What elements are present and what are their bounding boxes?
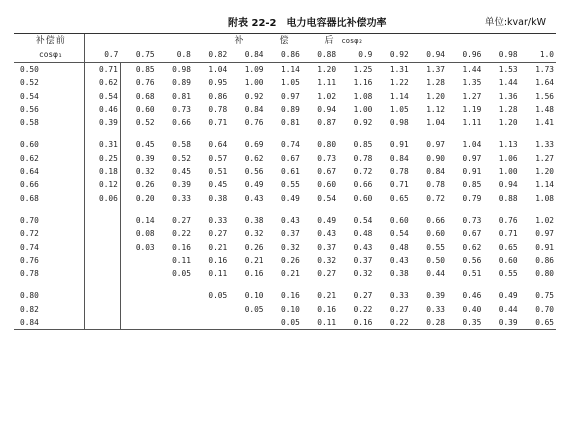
table-cell: 0.84 <box>426 167 445 177</box>
table-cell: 1.19 <box>462 104 482 114</box>
table-cell: 0.14 <box>120 214 156 227</box>
table-cell: 1.20 <box>317 65 337 74</box>
column-header: 0.82 <box>193 48 229 63</box>
table-cell: 0.62 <box>462 242 482 252</box>
table-cell: 0.33 <box>172 193 191 203</box>
table-cell <box>229 316 265 330</box>
table-cell: 0.37 <box>317 242 337 252</box>
table-cell: 1.35 <box>462 78 482 88</box>
table-cell: 0.45 <box>172 167 191 177</box>
row-label: 0.72 <box>20 229 39 239</box>
table-cell: 0.92 <box>244 91 264 101</box>
table-cell <box>84 316 120 330</box>
table-cell: 0.72 <box>426 193 445 203</box>
table-cell: 0.98 <box>172 65 191 74</box>
table-cell: 0.72 <box>353 167 373 177</box>
table-cell: 0.10 <box>281 304 300 314</box>
table-cell <box>120 254 156 267</box>
table-cell: 0.49 <box>498 291 518 301</box>
table-cell: 0.60 <box>120 103 156 116</box>
table-cell: 1.04 <box>208 65 228 74</box>
table-cell: 0.97 <box>462 153 482 163</box>
row-label: 0.74 <box>20 242 39 252</box>
table-cell: 0.16 <box>338 316 374 330</box>
table-cell: 1.00 <box>353 104 373 114</box>
column-header: 0.75 <box>120 48 156 63</box>
table-cell: 0.73 <box>317 153 337 163</box>
table-cell: 0.55 <box>426 242 445 252</box>
after-sub: cosφ₂ <box>341 37 363 45</box>
table-cell: 0.32 <box>353 269 373 279</box>
table-cell: 0.44 <box>498 304 518 314</box>
row-label: 0.68 <box>20 193 39 203</box>
table-cell: 0.76 <box>120 76 156 89</box>
after-char-1: 补 <box>234 36 244 46</box>
table-cell: 1.20 <box>426 91 445 101</box>
table-cell: 1.20 <box>535 167 554 177</box>
group-spacer <box>14 205 556 214</box>
after-char-2: 偿 <box>279 36 289 46</box>
table-cell: 1.09 <box>244 65 264 74</box>
table-row <box>14 214 556 227</box>
table-cell: 0.74 <box>281 140 300 150</box>
table-cell: 0.87 <box>317 118 337 128</box>
table-cell: 0.80 <box>535 269 554 279</box>
table-cell: 0.78 <box>353 153 373 163</box>
table-row <box>14 103 556 116</box>
table-row <box>14 316 556 330</box>
row-label: 0.52 <box>20 78 39 88</box>
row-label: 0.66 <box>20 180 39 190</box>
table-cell: 0.94 <box>317 104 337 114</box>
table-cell: 0.55 <box>281 180 300 190</box>
column-header: 0.88 <box>302 48 338 63</box>
table-cell: 0.08 <box>120 227 156 240</box>
after-label <box>84 34 556 48</box>
table-cell: 0.50 <box>426 255 445 265</box>
table-cell: 0.73 <box>172 104 191 114</box>
table-cell: 0.43 <box>353 242 373 252</box>
table-cell: 0.51 <box>208 167 228 177</box>
table-cell: 1.02 <box>535 215 554 225</box>
table-cell: 0.66 <box>426 215 445 225</box>
table-cell: 1.37 <box>426 65 445 74</box>
table-cell: 1.13 <box>498 140 518 150</box>
table-cell <box>157 303 193 316</box>
table-cell: 0.49 <box>317 215 337 225</box>
row-label: 0.62 <box>20 153 39 163</box>
table-cell: 0.05 <box>244 304 264 314</box>
row-label: 0.58 <box>20 118 39 128</box>
table-cell: 0.26 <box>120 178 156 191</box>
row-label: 0.76 <box>20 255 39 265</box>
table-cell: 0.16 <box>172 242 191 252</box>
table-cell: 0.71 <box>84 63 120 77</box>
table-row <box>14 303 556 316</box>
table-cell: 0.11 <box>208 269 228 279</box>
table-cell: 0.64 <box>208 140 228 150</box>
table-cell: 0.49 <box>281 193 300 203</box>
table-cell: 0.25 <box>84 152 120 165</box>
table-cell: 0.51 <box>462 269 482 279</box>
table-cell: 0.22 <box>172 229 191 239</box>
table-cell: 0.39 <box>84 116 120 129</box>
table-cell: 0.45 <box>120 138 156 151</box>
table-cell: 1.44 <box>462 65 482 74</box>
table-cell: 0.90 <box>426 153 445 163</box>
table-cell: 0.45 <box>208 180 228 190</box>
table-cell: 0.86 <box>208 91 228 101</box>
unit-label: 单位:kvar/kW <box>484 17 546 28</box>
table-cell: 0.43 <box>317 229 337 239</box>
table-cell: 0.05 <box>265 316 301 330</box>
column-header: 0.8 <box>157 48 193 63</box>
table-row <box>14 241 556 254</box>
table-cell: 0.57 <box>208 153 228 163</box>
table-cell: 0.62 <box>84 76 120 89</box>
row-label: 0.70 <box>20 215 39 225</box>
table-cell: 0.32 <box>120 165 156 178</box>
table-cell <box>84 214 120 227</box>
table-cell: 0.91 <box>462 167 482 177</box>
table-cell: 0.67 <box>281 153 300 163</box>
table-cell: 0.32 <box>317 255 337 265</box>
header-row-columns <box>14 48 556 63</box>
table-cell: 1.25 <box>353 65 373 74</box>
table-cell: 0.27 <box>172 215 191 225</box>
table-cell: 0.94 <box>498 180 518 190</box>
table-row <box>14 152 556 165</box>
table-cell: 1.27 <box>462 91 482 101</box>
table-cell: 0.89 <box>281 104 300 114</box>
table-cell: 0.54 <box>353 215 373 225</box>
table-cell: 0.54 <box>389 229 409 239</box>
table-cell: 0.05 <box>208 291 228 301</box>
table-cell: 0.58 <box>172 140 191 150</box>
table-cell: 1.64 <box>535 78 554 88</box>
before-sub: cosφ₁ <box>14 48 84 63</box>
table-cell <box>193 316 229 330</box>
row-label: 0.50 <box>20 65 39 74</box>
table-cell: 0.26 <box>244 242 264 252</box>
table-cell: 1.73 <box>535 65 554 74</box>
table-cell: 0.76 <box>244 118 264 128</box>
table-cell: 1.16 <box>353 78 373 88</box>
table-cell: 0.38 <box>244 215 264 225</box>
table-cell: 0.65 <box>520 316 556 330</box>
table-cell: 0.20 <box>120 192 156 205</box>
table-cell: 0.91 <box>535 242 554 252</box>
table-cell: 0.61 <box>281 167 300 177</box>
table-cell: 0.16 <box>244 269 264 279</box>
group-spacer <box>14 280 556 289</box>
table-cell: 0.80 <box>317 140 337 150</box>
after-char-3: 后 <box>324 36 334 46</box>
table-cell: 1.11 <box>462 118 482 128</box>
table-cell: 0.21 <box>208 242 228 252</box>
table-cell: 0.16 <box>281 291 300 301</box>
table-cell: 0.98 <box>389 118 409 128</box>
table-cell: 0.39 <box>120 152 156 165</box>
table-row <box>14 289 556 302</box>
table-cell: 1.11 <box>317 78 337 88</box>
table-row <box>14 254 556 267</box>
table-row <box>14 116 556 129</box>
table-cell: 0.10 <box>244 291 264 301</box>
before-label: 补偿前 <box>35 36 66 46</box>
table-cell: 1.36 <box>498 91 518 101</box>
table-cell: 1.28 <box>498 104 518 114</box>
table-cell: 0.38 <box>208 193 228 203</box>
table-cell: 0.71 <box>498 229 518 239</box>
table-cell <box>84 241 120 254</box>
table-cell: 0.31 <box>84 138 120 151</box>
table-cell: 0.75 <box>535 291 554 301</box>
table-cell: 0.54 <box>317 193 337 203</box>
table-cell: 0.39 <box>172 180 191 190</box>
table-cell: 0.95 <box>208 78 228 88</box>
table-cell: 0.88 <box>498 193 518 203</box>
table-cell: 0.66 <box>353 180 373 190</box>
table-cell: 0.84 <box>244 104 264 114</box>
column-header: 0.7 <box>84 48 120 63</box>
column-header: 1.0 <box>520 48 556 63</box>
table-cell: 0.55 <box>498 269 518 279</box>
table-cell: 0.33 <box>389 291 409 301</box>
table-row <box>14 178 556 191</box>
table-cell: 1.28 <box>426 78 445 88</box>
table-row <box>14 267 556 280</box>
table-cell: 0.27 <box>208 229 228 239</box>
table-cell: 1.05 <box>389 104 409 114</box>
table-cell: 0.54 <box>84 90 120 103</box>
row-label: 0.80 <box>20 291 39 301</box>
table-cell: 0.43 <box>389 255 409 265</box>
table-cell <box>193 303 229 316</box>
table-cell: 0.81 <box>172 91 191 101</box>
column-header: 0.98 <box>483 48 519 63</box>
table-cell <box>120 289 156 302</box>
table-row <box>14 63 556 77</box>
table-cell: 1.22 <box>389 78 409 88</box>
table-cell <box>84 254 120 267</box>
table-title: 附表 22-2 电力电容器比补偿功率 <box>228 18 387 29</box>
table-cell: 0.92 <box>353 118 373 128</box>
table-cell: 0.16 <box>317 304 337 314</box>
table-cell: 1.48 <box>535 104 554 114</box>
table-cell: 0.46 <box>462 291 482 301</box>
table-cell: 0.89 <box>172 78 191 88</box>
table-cell <box>157 289 193 302</box>
row-label: 0.60 <box>20 140 39 150</box>
table-cell: 0.76 <box>498 215 518 225</box>
table-cell: 0.38 <box>389 269 409 279</box>
column-header: 0.96 <box>447 48 483 63</box>
table-cell: 0.22 <box>374 316 410 330</box>
table-cell: 0.12 <box>84 178 120 191</box>
header-row-primary <box>14 34 556 48</box>
table-cell: 0.32 <box>244 229 264 239</box>
row-label: 0.82 <box>20 304 39 314</box>
table-cell: 0.65 <box>389 193 409 203</box>
table-cell: 0.68 <box>120 90 156 103</box>
table-cell: 0.56 <box>462 255 482 265</box>
table-cell: 1.04 <box>426 118 445 128</box>
table-cell: 0.39 <box>426 291 445 301</box>
table-cell: 0.03 <box>120 241 156 254</box>
table-cell: 1.08 <box>353 91 373 101</box>
table-cell: 0.66 <box>172 118 191 128</box>
table-cell: 0.52 <box>172 153 191 163</box>
table-cell: 0.85 <box>120 63 156 77</box>
column-header: 0.86 <box>265 48 301 63</box>
table-cell: 0.85 <box>353 140 373 150</box>
table-cell: 0.65 <box>498 242 518 252</box>
table-cell: 1.04 <box>462 140 482 150</box>
group-spacer <box>14 129 556 138</box>
table-cell: 0.40 <box>462 304 482 314</box>
table-cell: 0.86 <box>535 255 554 265</box>
table-cell: 0.18 <box>84 165 120 178</box>
table-cell: 1.02 <box>317 91 337 101</box>
table-cell: 0.37 <box>281 229 300 239</box>
table-cell: 1.56 <box>535 91 554 101</box>
row-label: 0.54 <box>20 91 39 101</box>
table-cell: 0.43 <box>244 193 264 203</box>
table-cell: 0.60 <box>498 255 518 265</box>
table-cell: 0.44 <box>426 269 445 279</box>
table-cell: 1.31 <box>389 65 409 74</box>
table-cell: 0.52 <box>120 116 156 129</box>
table-cell: 1.33 <box>535 140 554 150</box>
table-cell: 1.14 <box>281 65 300 74</box>
table-cell: 0.78 <box>208 104 228 114</box>
row-label: 0.56 <box>20 104 39 114</box>
table-cell: 0.91 <box>389 140 409 150</box>
table-cell: 0.26 <box>281 255 300 265</box>
row-label: 0.84 <box>14 316 84 330</box>
table-cell: 0.33 <box>426 304 445 314</box>
table-cell: 0.73 <box>462 215 482 225</box>
row-label: 0.78 <box>20 269 39 279</box>
table-cell: 0.32 <box>281 242 300 252</box>
table-cell: 0.71 <box>389 180 409 190</box>
table-cell: 0.22 <box>353 304 373 314</box>
table-row <box>14 192 556 205</box>
table-cell: 0.79 <box>462 193 482 203</box>
column-header: 0.84 <box>229 48 265 63</box>
table-cell: 1.14 <box>535 180 554 190</box>
table-cell: 0.33 <box>208 215 228 225</box>
table-cell: 0.84 <box>389 153 409 163</box>
table-cell: 0.05 <box>172 269 191 279</box>
table-row <box>14 90 556 103</box>
table-cell: 0.97 <box>535 229 554 239</box>
table-cell: 0.85 <box>462 180 482 190</box>
table-row <box>14 227 556 240</box>
table-cell: 0.69 <box>244 140 264 150</box>
table-cell: 1.00 <box>498 167 518 177</box>
table-cell <box>84 289 120 302</box>
table-cell: 1.00 <box>244 78 264 88</box>
column-header: 0.9 <box>338 48 374 63</box>
table-row <box>14 76 556 89</box>
table-cell <box>120 316 156 330</box>
title-row <box>0 14 576 30</box>
table-cell: 0.11 <box>302 316 338 330</box>
table-cell: 0.35 <box>447 316 483 330</box>
table-cell <box>120 267 156 280</box>
table-row <box>14 165 556 178</box>
table-cell: 0.97 <box>426 140 445 150</box>
table-cell <box>120 303 156 316</box>
table-cell <box>84 303 120 316</box>
table-cell: 0.28 <box>411 316 447 330</box>
table-cell: 0.46 <box>84 103 120 116</box>
table-cell: 0.16 <box>208 255 228 265</box>
capacitor-compensation-table <box>14 34 556 330</box>
table-cell <box>157 316 193 330</box>
table-cell <box>84 267 120 280</box>
table-cell: 0.67 <box>317 167 337 177</box>
table-cell: 0.60 <box>353 193 373 203</box>
column-header: 0.92 <box>374 48 410 63</box>
table-cell: 1.27 <box>535 153 554 163</box>
table-cell: 1.53 <box>498 65 518 74</box>
table-cell: 0.67 <box>462 229 482 239</box>
table-cell: 0.43 <box>281 215 300 225</box>
table-cell <box>84 227 120 240</box>
table-cell: 0.71 <box>208 118 228 128</box>
table-cell: 0.11 <box>172 255 191 265</box>
table-cell: 1.08 <box>535 193 554 203</box>
table-cell: 0.21 <box>281 269 300 279</box>
table-cell: 0.60 <box>389 215 409 225</box>
table-cell: 0.70 <box>535 304 554 314</box>
table-cell: 0.62 <box>244 153 264 163</box>
table-cell: 0.39 <box>483 316 519 330</box>
table-cell: 0.97 <box>281 91 300 101</box>
table-cell: 0.21 <box>244 255 264 265</box>
table-cell: 0.60 <box>426 229 445 239</box>
column-header: 0.94 <box>411 48 447 63</box>
table-cell: 0.48 <box>353 229 373 239</box>
table-cell: 0.56 <box>244 167 264 177</box>
table-cell: 0.78 <box>389 167 409 177</box>
table-cell: 1.41 <box>535 118 554 128</box>
table-cell: 0.21 <box>317 291 337 301</box>
table-cell: 0.81 <box>281 118 300 128</box>
table-cell: 0.06 <box>84 192 120 205</box>
table-cell: 0.27 <box>353 291 373 301</box>
table-cell: 0.37 <box>353 255 373 265</box>
table-cell: 1.44 <box>498 78 518 88</box>
table-cell: 1.12 <box>426 104 445 114</box>
table-cell: 0.60 <box>317 180 337 190</box>
table-cell: 0.48 <box>389 242 409 252</box>
row-label: 0.64 <box>20 167 39 177</box>
table-cell: 0.27 <box>317 269 337 279</box>
table-cell: 0.27 <box>389 304 409 314</box>
table-row <box>14 138 556 151</box>
table-cell: 0.78 <box>426 180 445 190</box>
table-cell: 1.20 <box>498 118 518 128</box>
table-cell: 1.14 <box>389 91 409 101</box>
table-cell: 1.06 <box>498 153 518 163</box>
table-cell: 0.49 <box>244 180 264 190</box>
table-cell: 1.05 <box>281 78 300 88</box>
